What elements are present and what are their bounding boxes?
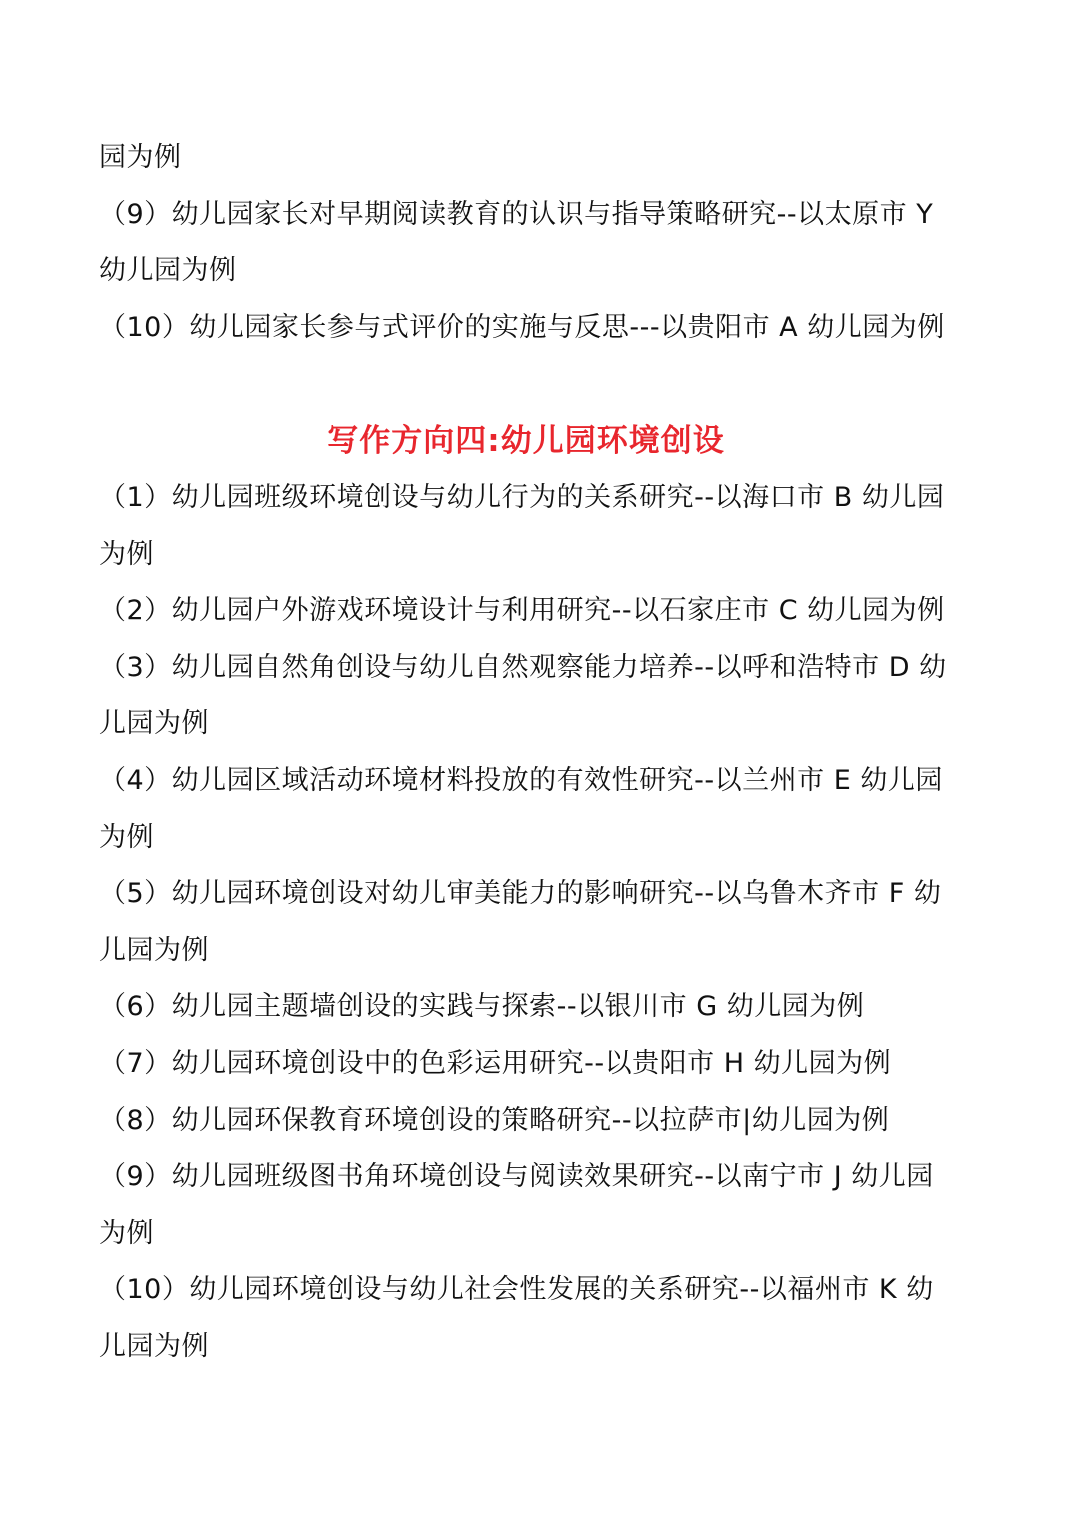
list-item-line: （1）幼儿园班级环境创设与幼儿行为的关系研究--以海口市 B 幼儿园	[99, 481, 945, 513]
list-item-line: （4）幼儿园区域活动环境材料投放的有效性研究--以兰州市 E 幼儿园	[99, 764, 943, 796]
section-spacer	[99, 356, 983, 413]
list-item-line: 为例	[99, 821, 154, 853]
list-item-line: （9）幼儿园班级图书角环境创设与阅读效果研究--以南宁市 J 幼儿园	[99, 1161, 934, 1193]
list-item-line: （6）幼儿园主题墙创设的实践与探索--以银川市 G 幼儿园为例	[99, 991, 865, 1023]
document-page	[99, 130, 983, 1375]
list-item-line: 儿园为例	[99, 934, 209, 966]
list-item-line: （10）幼儿园环境创设与幼儿社会性发展的关系研究--以福州市 K 幼	[99, 1274, 934, 1306]
list-item-10-line-1: （10）幼儿园家长参与式评价的实施与反思---以贵阳市 A 幼儿园为例	[99, 311, 945, 343]
list-item-line: （3）幼儿园自然角创设与幼儿自然观察能力培养--以呼和浩特市 D 幼	[99, 651, 947, 683]
list-item-line: （8）幼儿园环保教育环境创设的策略研究--以拉萨市|幼儿园为例	[99, 1104, 890, 1136]
list-item-line: 儿园为例	[99, 1330, 209, 1362]
section-title: 写作方向四:幼儿园环境创设	[327, 423, 725, 460]
continuation-line: 园为例	[99, 142, 182, 173]
list-item-line: （2）幼儿园户外游戏环境设计与利用研究--以石家庄市 C 幼儿园为例	[99, 595, 945, 627]
list-item-line: （5）幼儿园环境创设对幼儿审美能力的影响研究--以乌鲁木齐市 F 幼	[99, 878, 942, 910]
list-item-line: 儿园为例	[99, 708, 209, 740]
list-item-9-line-1: （9）幼儿园家长对早期阅读教育的认识与指导策略研究--以太原市 Y	[99, 198, 934, 230]
list-item-line: 为例	[99, 538, 154, 570]
list-item-9-line-2: 幼儿园为例	[99, 255, 237, 287]
list-item-line: （7）幼儿园环境创设中的色彩运用研究--以贵阳市 H 幼儿园为例	[99, 1047, 892, 1079]
list-item-line: 为例	[99, 1217, 154, 1249]
